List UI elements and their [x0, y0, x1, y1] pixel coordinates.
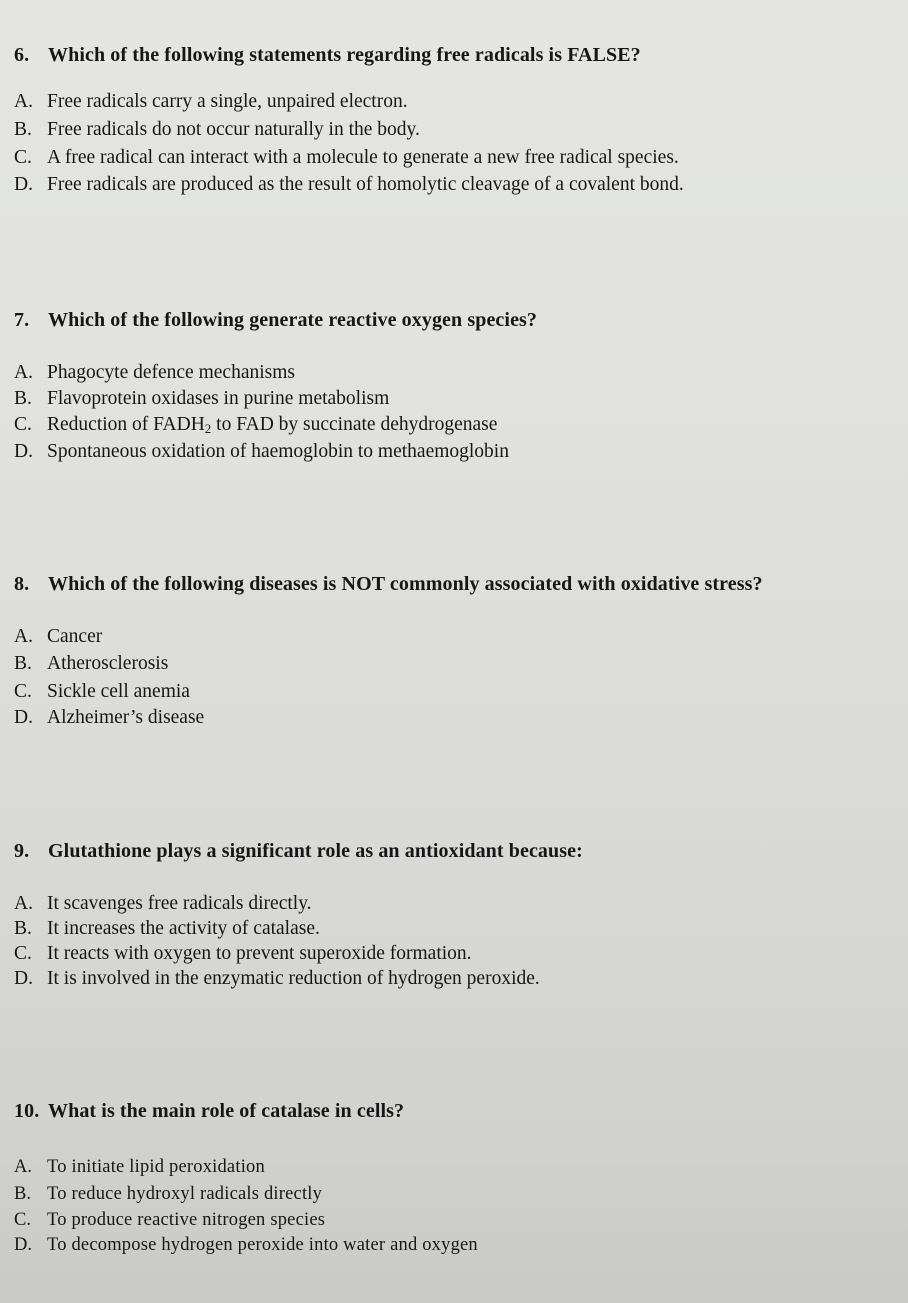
- option-text: Atherosclerosis: [47, 653, 169, 674]
- option-letter: D.: [14, 707, 33, 728]
- question-number: 7.: [14, 309, 30, 331]
- option-b: [14, 918, 320, 940]
- option-text: Free radicals carry a single, unpaired electron.: [47, 91, 408, 112]
- question-number: 6.: [14, 44, 30, 66]
- option-text: Flavoprotein oxidases in purine metabolism: [47, 388, 390, 409]
- option-d: [14, 174, 684, 196]
- option-c: [14, 1210, 325, 1231]
- option-letter: A.: [14, 91, 33, 112]
- option-text: To decompose hydrogen peroxide into water and oxygen: [47, 1235, 478, 1255]
- option-b: [14, 119, 420, 141]
- option-letter: C.: [14, 681, 32, 702]
- option-letter: B.: [14, 653, 32, 674]
- question-text: Which of the following generate reactive oxygen species?: [48, 309, 538, 331]
- option-a: [14, 91, 408, 113]
- question-text: What is the main role of catalase in cells?: [48, 1100, 405, 1122]
- option-text: Phagocyte defence mechanisms: [47, 362, 295, 383]
- option-text: It increases the activity of catalase.: [47, 918, 320, 939]
- option-a: [14, 626, 102, 648]
- option-letter: D.: [14, 441, 33, 462]
- option-letter: D.: [14, 1235, 32, 1255]
- question-text: Which of the following diseases is NOT commonly associated with oxidative stress?: [48, 573, 763, 595]
- option-a: [14, 362, 295, 384]
- option-a: [14, 893, 312, 915]
- question-text: Glutathione plays a significant role as an antioxidant because:: [48, 840, 583, 862]
- option-text: It scavenges free radicals directly.: [47, 893, 312, 914]
- option-b: [14, 388, 389, 410]
- question-10-title: [14, 1100, 404, 1123]
- question-6-title: [14, 44, 641, 67]
- option-b: [14, 1184, 322, 1205]
- option-letter: B.: [14, 388, 32, 409]
- question-7-title: [14, 309, 537, 332]
- option-text: It is involved in the enzymatic reduction of hydrogen peroxide.: [47, 968, 540, 989]
- option-text: A free radical can interact with a molecule to generate a new free radical species.: [47, 147, 679, 168]
- option-text: It reacts with oxygen to prevent superoxide formation.: [47, 943, 472, 964]
- option-d: [14, 441, 509, 463]
- option-c: [14, 147, 679, 169]
- question-text: Which of the following statements regarding free radicals is FALSE?: [48, 44, 641, 66]
- option-text: Spontaneous oxidation of haemoglobin to methaemoglobin: [47, 441, 509, 462]
- option-d: [14, 968, 540, 990]
- option-text: To initiate lipid peroxidation: [47, 1157, 265, 1177]
- question-number: 8.: [14, 573, 30, 595]
- option-text: Cancer: [47, 626, 103, 647]
- question-number: 9.: [14, 840, 30, 862]
- option-a: [14, 1157, 265, 1178]
- option-letter: A.: [14, 362, 33, 383]
- option-c: [14, 414, 497, 436]
- option-text: Alzheimer’s disease: [47, 707, 205, 728]
- option-d: [14, 707, 204, 729]
- option-letter: B.: [14, 119, 32, 140]
- option-letter: D.: [14, 968, 33, 989]
- option-text: To reduce hydroxyl radicals directly: [47, 1184, 323, 1204]
- option-letter: A.: [14, 893, 33, 914]
- question-number: 10.: [14, 1100, 40, 1122]
- question-8-title: [14, 573, 763, 596]
- option-letter: C.: [14, 147, 32, 168]
- option-c: [14, 943, 472, 965]
- option-letter: D.: [14, 174, 33, 195]
- option-letter: C.: [14, 414, 32, 435]
- option-text: Sickle cell anemia: [47, 681, 190, 702]
- option-letter: C.: [14, 1210, 31, 1230]
- option-letter: B.: [14, 918, 32, 939]
- option-text: To produce reactive nitrogen species: [47, 1210, 326, 1230]
- option-text: Reduction of $FADH_2$ to FAD by succinate dehydrogenase: [47, 414, 498, 436]
- option-b: [14, 653, 168, 675]
- option-letter: B.: [14, 1184, 31, 1204]
- option-letter: A.: [14, 1157, 32, 1177]
- option-letter: A.: [14, 626, 33, 647]
- question-9-title: [14, 840, 583, 863]
- option-text: Free radicals do not occur naturally in the body.: [47, 119, 420, 140]
- option-c: [14, 681, 190, 703]
- option-text: Free radicals are produced as the result of homolytic cleavage of a covalent bond.: [47, 174, 684, 195]
- option-letter: C.: [14, 943, 32, 964]
- option-d: [14, 1235, 478, 1256]
